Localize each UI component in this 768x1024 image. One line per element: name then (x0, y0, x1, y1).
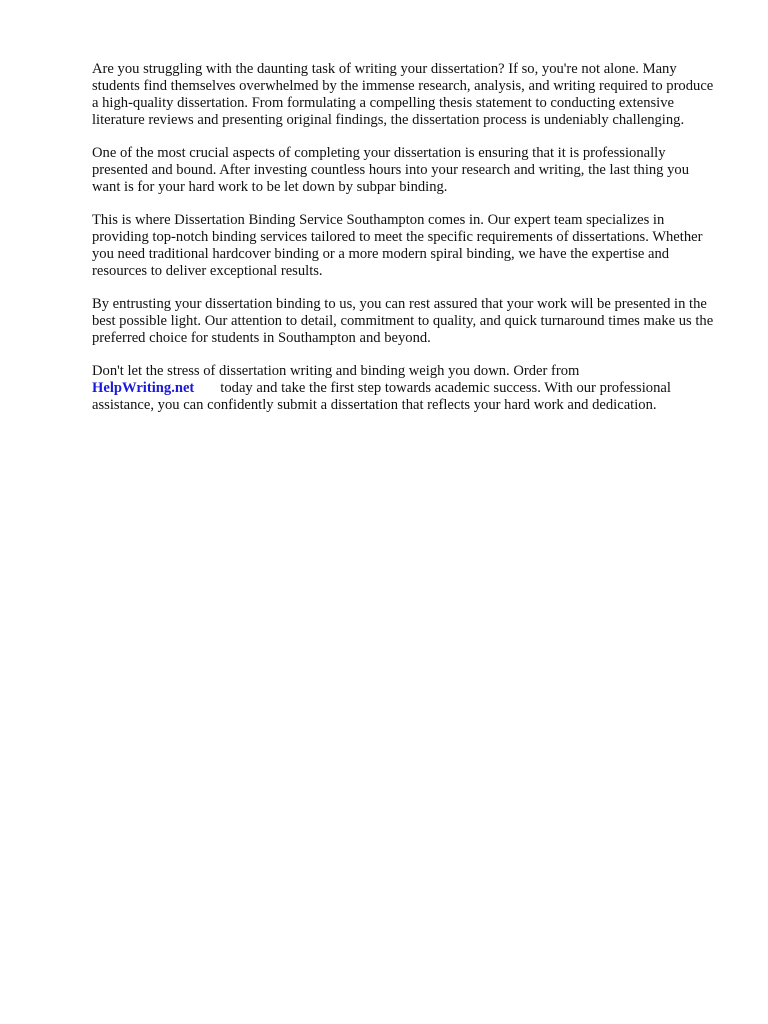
paragraph-intro: Are you struggling with the daunting task of writing your dissertation? If so, you're not alone. Many students find themselves overwhelmed by the immense research, analysis, and writing required to produce a high-quality dissertation. From formulating a compelling thesis statement to conducting extensive literature reviews and presenting original findings, the dissertation process is undeniably challenging. (92, 61, 714, 128)
paragraph-trust: By entrusting your dissertation binding to us, you can rest assured that your work will be presented in the best possible light. Our attention to detail, commitment to quality, and quick turnaround times make us the preferred choice for students in Southampton and beyond. (92, 296, 714, 346)
paragraph-binding-importance: One of the most crucial aspects of completing your dissertation is ensuring that it is professionally presented and bound. After investing countless hours into your research and writing, the last thing you want is for your hard work to be let down by subpar binding. (92, 145, 690, 195)
paragraph-service: This is where Dissertation Binding Service Southampton comes in. Our expert team specializes in providing top-notch binding services tailored to meet the specific requirements of dissertations. Whether you need traditional hardcover binding or a more modern spiral binding, we have the expertise and resources to deliver exceptional results. (92, 212, 703, 279)
closing-text-before: Don't let the stress of dissertation writing and binding weigh you down. Order from (92, 363, 580, 379)
closing-text-after: today and take the first step towards academic success. With our professional assistance, you can confidently submit a dissertation that reflects your hard work and dedication. (92, 380, 671, 413)
helpwriting-link[interactable]: HelpWriting.net (92, 380, 195, 396)
document-body (92, 61, 720, 430)
paragraph-closing (92, 363, 720, 414)
